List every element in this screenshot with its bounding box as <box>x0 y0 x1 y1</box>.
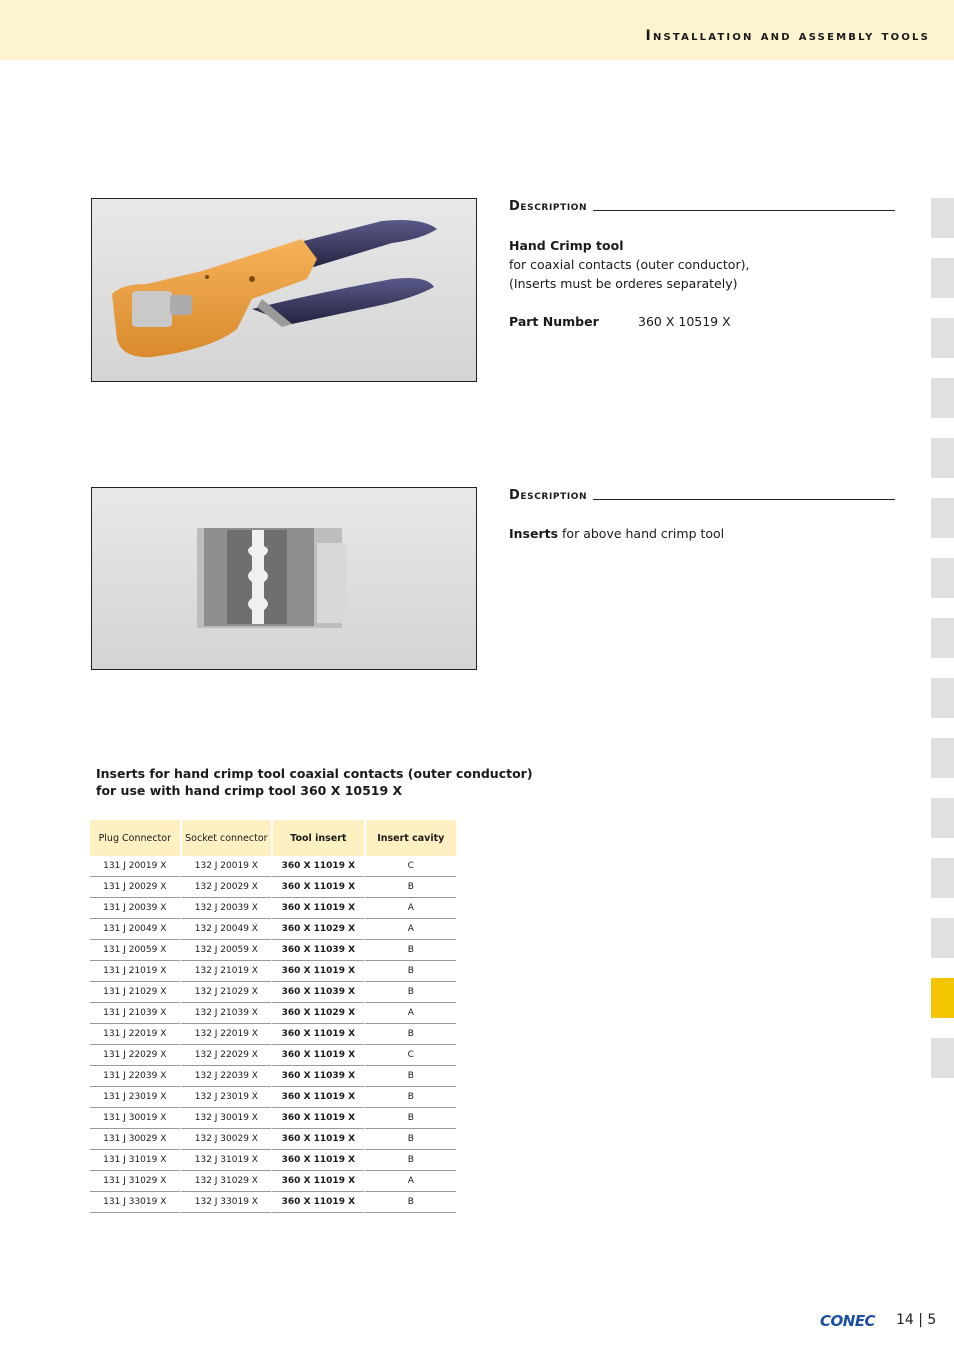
side-tab[interactable] <box>931 318 954 358</box>
table-row <box>90 1108 456 1129</box>
page-number: 14 | 5 <box>896 1312 937 1328</box>
plug-connector-cell: 131 J 31029 X <box>90 1171 180 1192</box>
table-row <box>90 1024 456 1045</box>
plug-connector-cell: 131 J 20059 X <box>90 940 180 961</box>
table-caption-line2: for use with hand crimp tool 360 X 10519 X <box>96 783 403 798</box>
socket-connector-cell: 132 J 22029 X <box>180 1045 272 1066</box>
heading-rule <box>593 210 895 211</box>
insert-cavity-cell: B <box>364 1066 456 1087</box>
socket-connector-cell: 132 J 21029 X <box>180 982 272 1003</box>
plug-connector-cell: 131 J 30019 X <box>90 1108 180 1129</box>
insert-cavity-cell: C <box>364 856 456 877</box>
inserts-description <box>509 524 724 543</box>
description-label: Description <box>509 488 593 503</box>
inserts-photo <box>91 487 477 670</box>
insert-cavity-cell: B <box>364 877 456 898</box>
insert-cavity-cell: C <box>364 1045 456 1066</box>
socket-connector-cell: 132 J 21019 X <box>180 961 272 982</box>
heading-rule <box>593 499 895 500</box>
col-header-plug: Plug Connector <box>90 820 180 856</box>
insert-cavity-cell: B <box>364 982 456 1003</box>
plug-connector-cell: 131 J 20049 X <box>90 919 180 940</box>
part-number-label: Part Number <box>509 314 599 329</box>
table-row <box>90 856 456 877</box>
plug-connector-cell: 131 J 20039 X <box>90 898 180 919</box>
insert-cavity-cell: B <box>364 1024 456 1045</box>
inserts-table <box>90 820 456 1213</box>
table-row <box>90 1003 456 1024</box>
page-header-title: Installation and assembly tools <box>645 28 930 44</box>
tool-insert-cell: 360 X 11019 X <box>271 1150 363 1171</box>
side-tab[interactable] <box>931 918 954 958</box>
insert-cavity-cell: B <box>364 1192 456 1213</box>
table-caption <box>96 765 533 799</box>
side-tab[interactable] <box>931 1038 954 1078</box>
tool-insert-cell: 360 X 11029 X <box>271 1003 363 1024</box>
plug-connector-cell: 131 J 33019 X <box>90 1192 180 1213</box>
side-tab[interactable] <box>931 558 954 598</box>
tool-insert-cell: 360 X 11039 X <box>271 982 363 1003</box>
table-row <box>90 940 456 961</box>
inserts-desc-rest: for above hand crimp tool <box>558 526 725 541</box>
plug-connector-cell: 131 J 20019 X <box>90 856 180 877</box>
socket-connector-cell: 132 J 21039 X <box>180 1003 272 1024</box>
product-desc-line1: for coaxial contacts (outer conductor), <box>509 257 750 272</box>
inserts-bold-label: Inserts <box>509 526 559 541</box>
product-desc-line2: (Inserts must be orderes separately) <box>509 276 738 291</box>
plug-connector-cell: 131 J 21039 X <box>90 1003 180 1024</box>
tool-insert-cell: 360 X 11019 X <box>271 1129 363 1150</box>
side-tab[interactable] <box>931 378 954 418</box>
insert-cavity-cell: A <box>364 898 456 919</box>
plug-connector-cell: 131 J 21029 X <box>90 982 180 1003</box>
side-tab[interactable] <box>931 858 954 898</box>
socket-connector-cell: 132 J 20039 X <box>180 898 272 919</box>
side-tab[interactable] <box>931 438 954 478</box>
socket-connector-cell: 132 J 31019 X <box>180 1150 272 1171</box>
tool-insert-cell: 360 X 11029 X <box>271 919 363 940</box>
tool-insert-cell: 360 X 11039 X <box>271 940 363 961</box>
tool-insert-cell: 360 X 11019 X <box>271 1171 363 1192</box>
side-tab-active[interactable] <box>931 978 954 1018</box>
description-label: Description <box>509 199 593 214</box>
col-header-socket: Socket connector <box>180 820 272 856</box>
table-row <box>90 1087 456 1108</box>
table-row <box>90 961 456 982</box>
socket-connector-cell: 132 J 20059 X <box>180 940 272 961</box>
tool-insert-cell: 360 X 11019 X <box>271 1108 363 1129</box>
insert-cavity-cell: A <box>364 1171 456 1192</box>
plug-connector-cell: 131 J 22029 X <box>90 1045 180 1066</box>
tool-insert-cell: 360 X 11019 X <box>271 856 363 877</box>
socket-connector-cell: 132 J 30019 X <box>180 1108 272 1129</box>
tool-insert-cell: 360 X 11019 X <box>271 961 363 982</box>
insert-cavity-cell: A <box>364 919 456 940</box>
socket-connector-cell: 132 J 22019 X <box>180 1024 272 1045</box>
table-row <box>90 877 456 898</box>
tool-insert-cell: 360 X 11019 X <box>271 1192 363 1213</box>
tool-insert-cell: 360 X 11019 X <box>271 1045 363 1066</box>
plug-connector-cell: 131 J 31019 X <box>90 1150 180 1171</box>
plug-connector-cell: 131 J 21019 X <box>90 961 180 982</box>
inserts-illustration <box>92 488 476 669</box>
insert-cavity-cell: B <box>364 1087 456 1108</box>
table-row <box>90 1129 456 1150</box>
side-tab[interactable] <box>931 258 954 298</box>
socket-connector-cell: 132 J 20029 X <box>180 877 272 898</box>
table-row <box>90 1150 456 1171</box>
table-row <box>90 1171 456 1192</box>
table-row <box>90 898 456 919</box>
socket-connector-cell: 132 J 30029 X <box>180 1129 272 1150</box>
col-header-insert-cavity: Insert cavity <box>364 820 456 856</box>
table-row <box>90 1192 456 1213</box>
insert-cavity-cell: B <box>364 1108 456 1129</box>
insert-cavity-cell: A <box>364 1003 456 1024</box>
socket-connector-cell: 132 J 23019 X <box>180 1087 272 1108</box>
description-heading-2 <box>509 485 895 503</box>
insert-cavity-cell: B <box>364 961 456 982</box>
hand-crimp-tool-photo <box>91 198 477 382</box>
description-heading-1 <box>509 196 895 214</box>
insert-cavity-cell: B <box>364 940 456 961</box>
plug-connector-cell: 131 J 23019 X <box>90 1087 180 1108</box>
socket-connector-cell: 132 J 31029 X <box>180 1171 272 1192</box>
side-tab[interactable] <box>931 738 954 778</box>
socket-connector-cell: 132 J 20019 X <box>180 856 272 877</box>
plug-connector-cell: 131 J 22019 X <box>90 1024 180 1045</box>
tool-insert-cell: 360 X 11019 X <box>271 898 363 919</box>
insert-cavity-cell: B <box>364 1150 456 1171</box>
part-number-value: 360 X 10519 X <box>638 314 731 329</box>
plug-connector-cell: 131 J 20029 X <box>90 877 180 898</box>
table-caption-line1: Inserts for hand crimp tool coaxial contacts (outer conductor) <box>96 766 533 781</box>
plug-connector-cell: 131 J 22039 X <box>90 1066 180 1087</box>
table-row <box>90 919 456 940</box>
plug-connector-cell: 131 J 30029 X <box>90 1129 180 1150</box>
col-header-tool-insert: Tool insert <box>271 820 363 856</box>
side-tab[interactable] <box>931 498 954 538</box>
side-tab[interactable] <box>931 198 954 238</box>
crimp-tool-illustration <box>92 199 476 381</box>
side-tab[interactable] <box>931 618 954 658</box>
conec-logo: CONEC <box>820 1312 876 1330</box>
table-row <box>90 1066 456 1087</box>
tool-insert-cell: 360 X 11019 X <box>271 877 363 898</box>
table-row <box>90 1045 456 1066</box>
table-header-row <box>90 820 456 856</box>
side-tab[interactable] <box>931 798 954 838</box>
table-row <box>90 982 456 1003</box>
socket-connector-cell: 132 J 22039 X <box>180 1066 272 1087</box>
socket-connector-cell: 132 J 20049 X <box>180 919 272 940</box>
tool-insert-cell: 360 X 11019 X <box>271 1087 363 1108</box>
insert-cavity-cell: B <box>364 1129 456 1150</box>
product-title: Hand Crimp tool <box>509 238 624 253</box>
tool-insert-cell: 360 X 11039 X <box>271 1066 363 1087</box>
table-body <box>90 856 456 1213</box>
side-tab[interactable] <box>931 678 954 718</box>
tool-insert-cell: 360 X 11019 X <box>271 1024 363 1045</box>
socket-connector-cell: 132 J 33019 X <box>180 1192 272 1213</box>
